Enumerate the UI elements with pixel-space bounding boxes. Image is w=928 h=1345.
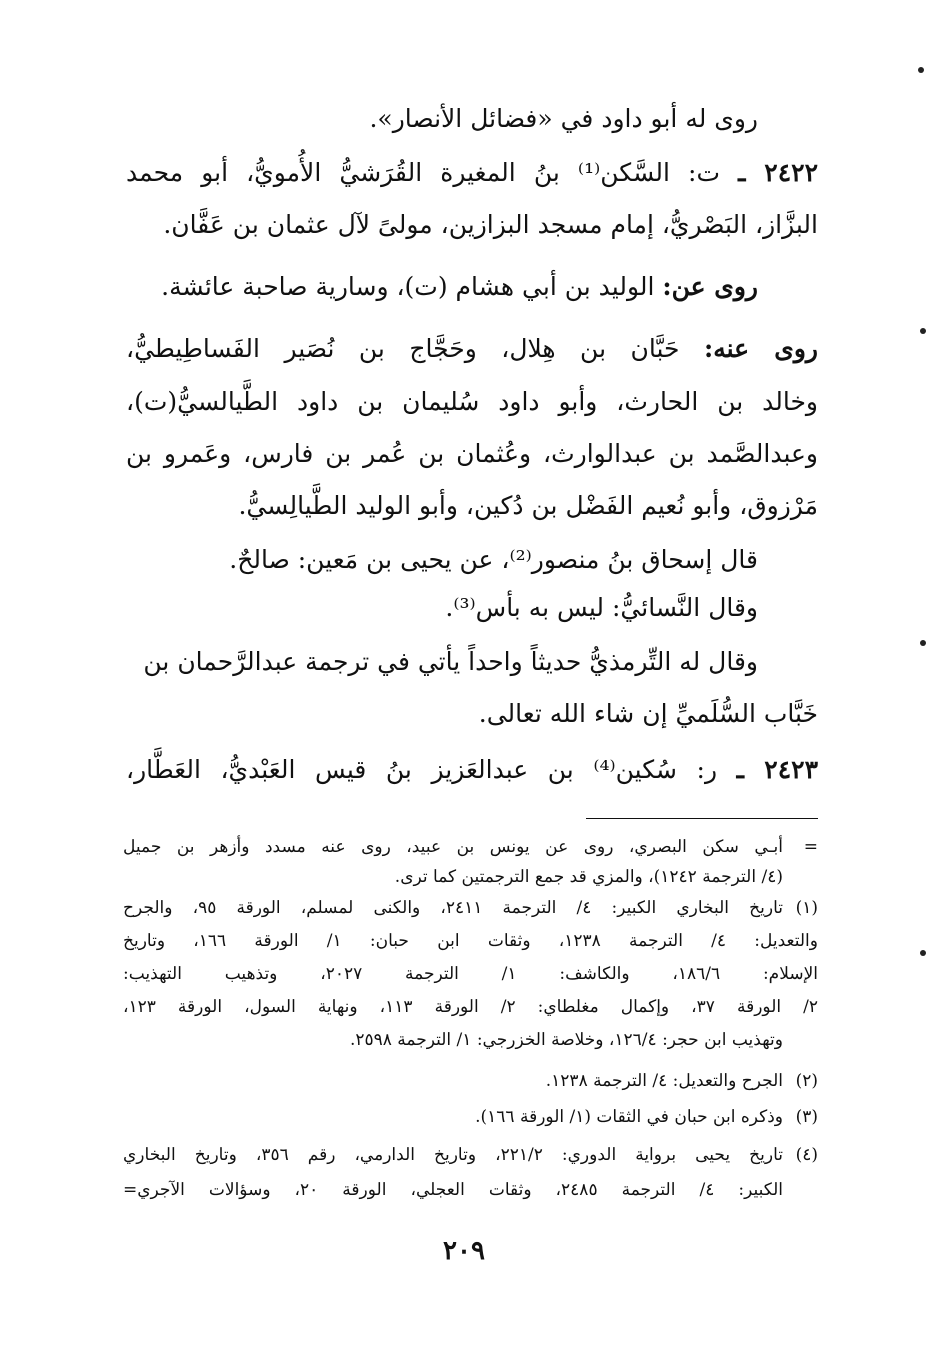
footnote-1-line-3: الإسلام: ١٨٦/٦، والكاشف: ١/ الترجمة ٢٠٢٧، وتذهيب التهذيب: <box>123 964 819 984</box>
entry-2421-closing-line: روى له أبو داود في «فضائل الأنصار». <box>369 104 758 133</box>
entry-2422-narrators-line-2: وخالد بن الحارث، وأبو داود سُليمان بن داود الطَّيالسيُّ(ت)، <box>126 387 818 416</box>
page-number: ٢٠٩ <box>443 1236 485 1266</box>
footnote-number-1: (١) <box>795 898 818 918</box>
footnote-continuation-line-2: (٤/ الترجمة ١٢٤٢)، والمزي قد جمع الترجمتين كما ترى. <box>394 867 783 887</box>
entry-2423-heading-line <box>126 748 818 792</box>
footnote-1-line-1: تاريخ البخاري الكبير: ٤/ الترجمة ٢٤١١، والكنى لمسلم، الورقة ٩٥، والجرح <box>123 898 783 918</box>
footnote-number-3: (٣) <box>795 1107 818 1127</box>
narrated-from-label: روى عن: <box>662 272 758 301</box>
scan-speck <box>918 67 924 73</box>
footnote-1-line-4: ٢/ الورقة ٣٧، وإكمال مغلطاي: ٢/ الورقة ١١٣، ونهاية السول، الورقة ١٢٣، <box>123 997 818 1017</box>
footnote-2-line-1: الجرح والتعديل: ٤/ الترجمة ١٢٣٨. <box>545 1071 783 1091</box>
entry-2422-narrators-line-3: وعبدالصَّمد بن عبدالوارث، وعُثمان بن عُمر بن فارس، وعَمرو بن <box>126 439 818 468</box>
entry-2423-name: ر: سُكين⁽⁴⁾ بن عبدالعَزيز بنُ قيس العَبْديُّ، العَطَّار، <box>126 755 737 784</box>
entry-2422-quote-2: وقال النَّسائيُّ: ليس به بأس⁽³⁾. <box>445 593 758 622</box>
footnote-1-line-5: وتهذيب ابن حجر: ١٢٦/٤، وخلاصة الخزرجي: ١/ الترجمة ٢٥٩٨. <box>349 1030 783 1050</box>
footnote-number-4: (٤) <box>795 1145 818 1165</box>
entry-number: ٢٤٢٣ ـ <box>736 755 818 784</box>
entry-2422-line-2: البزَّاز، البَصْريُّ، إمام مسجد البزازين، مولىً لآل عثمان بن عَفَّان. <box>163 210 818 239</box>
footnote-3-line-1: وذكره ابن حبان في الثقات (١/ الورقة ١٦٦). <box>475 1107 783 1127</box>
narrated-from-text: الوليد بن أبي هشام (ت)، وسارية صاحبة عائشة. <box>161 272 663 301</box>
footnote-continuation-line-1: أبـي سكن البصري، روى عن يونس بن عبيد، روى عنه مسدد وأزهر بن جميل <box>123 837 783 857</box>
entry-2422-narrated-from <box>161 265 758 309</box>
scan-speck <box>920 640 926 646</box>
footnote-separator <box>586 818 818 819</box>
entry-2422-heading-line <box>126 151 818 195</box>
footnote-number-2: (٢) <box>795 1071 818 1091</box>
entry-2422-quote-3-line-2: خَبَّاب السُّلَميِّ إن شاء الله تعالى. <box>478 699 818 728</box>
entry-2422-narrators-line-4: مَرْزوق، وأبو نُعيم الفَضْل بن دُكين، وأبو الوليد الطَّيالِسيُّ. <box>238 491 818 520</box>
entry-2422-name: ت: السَّكن⁽¹⁾ بنُ المغيرة القُرَشيُّ الأُمويُّ، أبو محمد <box>126 158 739 187</box>
entry-number: ٢٤٢٢ ـ <box>738 158 819 187</box>
entry-2422-quote-3-line-1: وقال له التِّرمذيُّ حديثاً واحداً يأتي في ترجمة عبدالرَّحمان بن <box>143 647 758 676</box>
narrators-text: حَبَّان بن هِلال، وحَجَّاج بن نُصَير الفَساطِيطيُّ، <box>126 334 704 363</box>
scan-speck <box>920 950 926 956</box>
narrated-by-label: روى عنه: <box>703 334 819 363</box>
footnote-4-line-2: الكبير: ٤/ الترجمة ٢٤٨٥، وثقات العجلي، الورقة ٢٠، وسؤالات الآجري= <box>123 1180 784 1200</box>
footnote-continuation-mark: = <box>803 837 818 857</box>
entry-2422-quote-1: قال إسحاق بنُ منصور⁽²⁾، عن يحيى بن مَعين: صالحٌ. <box>229 545 758 574</box>
entry-2422-narrators-line-1 <box>126 327 818 371</box>
footnote-1-line-2: والتعديل: ٤/ الترجمة ١٢٣٨، وثقات ابن حبان: ١/ الورقة ١٦٦، وتاريخ <box>123 931 818 951</box>
scan-speck <box>920 328 926 334</box>
footnote-4-line-1: تاريخ يحيى برواية الدوري: ٢٢١/٢، وتاريخ الدارمي، رقم ٣٥٦، وتاريخ البخاري <box>123 1145 784 1165</box>
